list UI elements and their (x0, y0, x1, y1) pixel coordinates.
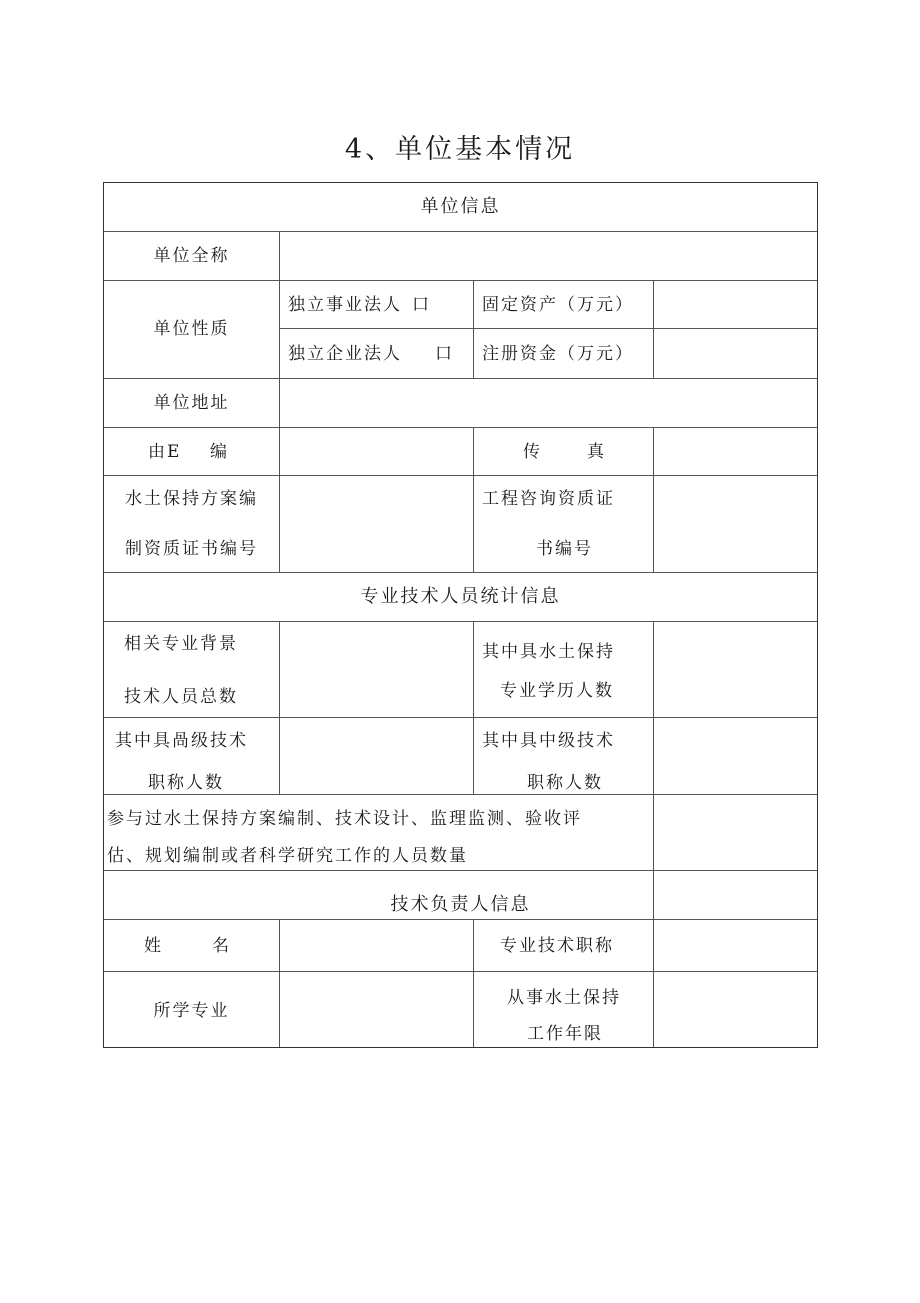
col-divider (279, 621, 280, 794)
name-label: 姓 (144, 936, 163, 956)
independent-institution-label: 独立事业法人 (288, 295, 402, 315)
row-divider (104, 231, 817, 232)
fax-label-2: 真 (587, 442, 606, 462)
senior-title-label-2: 职称人数 (148, 773, 224, 793)
name-label-2: 名 (212, 936, 231, 956)
registered-capital-label: 注册资金（万元） (482, 344, 634, 364)
eng-consult-cert-field[interactable] (658, 483, 812, 567)
row-divider (104, 427, 817, 428)
mid-title-label-2: 职称人数 (527, 773, 603, 793)
soil-plan-cert-label-2: 制资质证书编号 (125, 539, 258, 559)
col-divider (279, 919, 280, 1047)
soil-plan-cert-field[interactable] (284, 483, 468, 567)
independent-enterprise-checkbox[interactable]: 口 (435, 344, 454, 364)
mid-title-field[interactable] (658, 723, 812, 789)
independent-institution-checkbox[interactable]: 口 (412, 295, 431, 315)
row-divider (104, 919, 817, 920)
col-divider (473, 621, 474, 794)
years-label-2: 工作年限 (527, 1024, 603, 1044)
row-divider (104, 280, 817, 281)
fax-label: 传 (523, 442, 542, 462)
fax-field[interactable] (658, 434, 812, 469)
row-divider (104, 870, 817, 871)
col-divider (653, 427, 654, 572)
col-divider (653, 621, 654, 1047)
soil-degree-field[interactable] (658, 628, 812, 712)
unit-address-label: 单位地址 (153, 393, 230, 413)
row-divider (104, 971, 817, 972)
section-tech-lead: 技术负责人信息 (390, 894, 531, 915)
soil-plan-cert-label: 水土保持方案编 (125, 489, 258, 509)
name-field[interactable] (284, 925, 468, 965)
page-title: 4、单位基本情况 (344, 134, 576, 165)
col-divider (473, 280, 474, 378)
pro-title-field[interactable] (658, 925, 812, 965)
row-divider (279, 328, 817, 329)
unit-name-field[interactable] (284, 239, 814, 273)
eng-consult-cert-label: 工程咨询资质证 (482, 489, 615, 509)
row-divider (104, 717, 817, 718)
years-label: 从事水土保持 (507, 988, 621, 1008)
related-staff-label: 相关专业背景 (124, 634, 238, 654)
row-divider (104, 572, 817, 573)
row-divider (104, 378, 817, 379)
registered-capital-field[interactable] (658, 335, 812, 371)
independent-enterprise-label: 独立企业法人 (288, 344, 402, 364)
pro-title-label: 专业技术职称 (500, 936, 614, 956)
fixed-assets-field[interactable] (658, 286, 812, 322)
participants-label: 参与过水土保持方案编制、技术设计、监理监测、验收评 (107, 809, 582, 829)
row-divider (104, 794, 817, 795)
participants-field[interactable] (658, 800, 812, 865)
soil-degree-label: 其中具水土保持 (482, 642, 615, 662)
fixed-assets-label: 固定资产（万元） (482, 295, 634, 315)
senior-title-label: 其中具咼级技术 (115, 731, 248, 751)
unit-address-field[interactable] (284, 385, 814, 420)
postal-code-label: 由E (148, 442, 182, 462)
mid-title-label: 其中具中级技术 (482, 731, 615, 751)
unit-info-form (103, 182, 818, 1048)
row-divider (104, 475, 817, 476)
postal-code-field[interactable] (284, 434, 468, 469)
major-label: 所学专业 (153, 1001, 230, 1021)
related-staff-label-2: 技术人员总数 (124, 687, 238, 707)
senior-title-field[interactable] (284, 723, 468, 789)
postal-code-label-2: 编 (210, 442, 229, 462)
unit-name-label: 单位全称 (153, 246, 230, 266)
eng-consult-cert-label-2: 书编号 (536, 539, 593, 559)
col-divider (473, 919, 474, 1047)
section-unit-info: 单位信息 (420, 196, 501, 217)
col-divider (653, 280, 654, 378)
unit-nature-label: 单位性质 (153, 319, 230, 339)
participants-label-2: 估、规划编制或者科学研究工作的人员数量 (107, 846, 468, 866)
major-field[interactable] (284, 977, 468, 1043)
row-divider (104, 621, 817, 622)
col-divider (279, 231, 280, 572)
years-field[interactable] (658, 977, 812, 1043)
related-staff-field[interactable] (284, 628, 468, 712)
section-staff-stats: 专业技术人员统计信息 (360, 586, 561, 607)
col-divider (473, 427, 474, 572)
soil-degree-label-2: 专业学历人数 (500, 681, 614, 701)
